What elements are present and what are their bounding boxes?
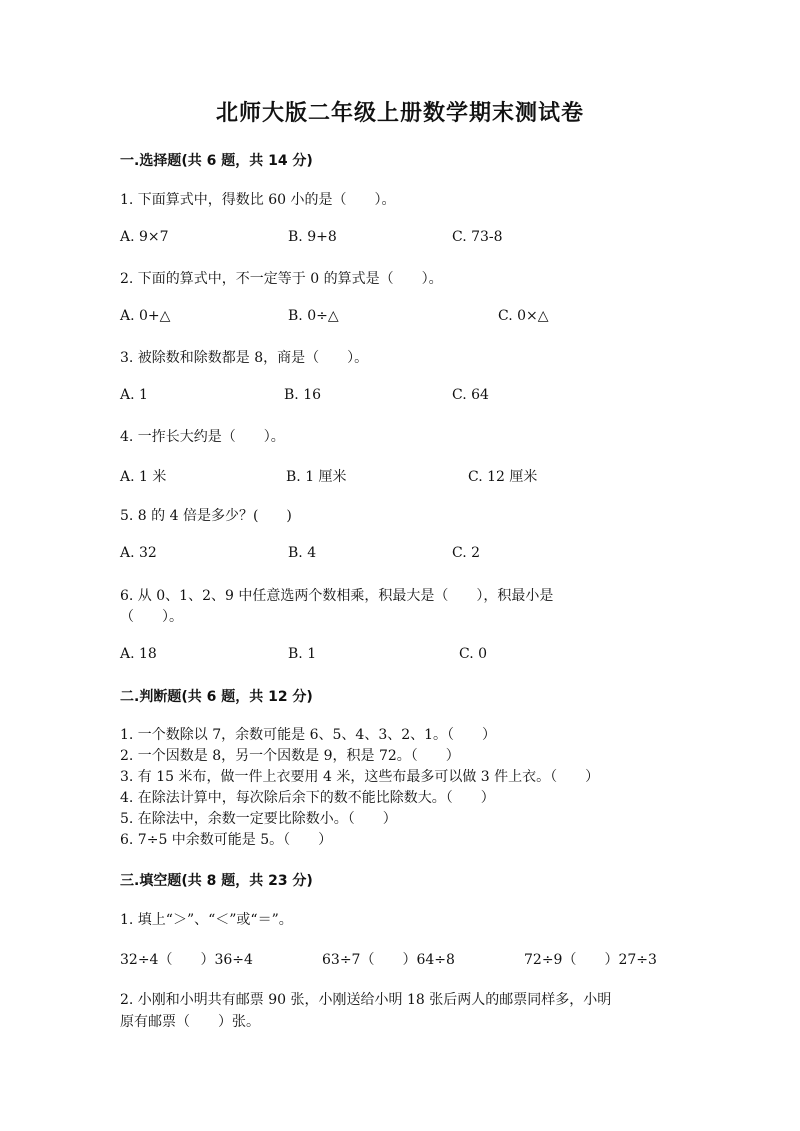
option-a: A. 0+△ — [120, 308, 171, 324]
option-b: B. 9+8 — [288, 229, 337, 245]
option-b: B. 4 — [288, 545, 317, 561]
section-heading-choice: 一.选择题(共 6 题，共 14 分) — [120, 153, 313, 169]
section-heading-judgment: 二.判断题(共 6 题，共 12 分) — [120, 689, 313, 705]
question-4: 4. 一拃长大约是（ ）。 — [120, 429, 285, 445]
option-a: A. 1 米 — [120, 469, 167, 485]
judgment-item: 2. 一个因数是 8，另一个因数是 9，积是 72。（ ） — [120, 748, 460, 764]
option-a: A. 32 — [120, 545, 157, 561]
option-b: B. 1 厘米 — [286, 469, 347, 485]
fill-question-2: 2. 小刚和小明共有邮票 90 张，小刚送给小明 18 张后两人的邮票同样多，小明 — [120, 992, 612, 1008]
question-6-cont: （ ）。 — [120, 609, 183, 625]
question-2: 2. 下面的算式中，不一定等于 0 的算式是（ ）。 — [120, 271, 443, 287]
option-c: C. 2 — [452, 545, 481, 561]
option-a: A. 18 — [120, 646, 157, 662]
judgment-item: 5. 在除法中，余数一定要比除数小。（ ） — [120, 811, 397, 827]
question-3: 3. 被除数和除数都是 8，商是（ ）。 — [120, 350, 369, 366]
option-c: C. 0×△ — [498, 308, 549, 324]
option-b: B. 16 — [284, 387, 322, 403]
option-c: C. 12 厘米 — [468, 469, 538, 485]
page-title: 北师大版二年级上册数学期末测试卷 — [215, 100, 584, 126]
fill-question-1: 1. 填上“＞”、“＜”或“＝”。 — [120, 912, 293, 928]
question-1: 1. 下面算式中，得数比 60 小的是（ ）。 — [120, 192, 396, 208]
option-b: B. 1 — [288, 646, 317, 662]
question-5: 5. 8 的 4 倍是多少？( ) — [120, 508, 292, 524]
comparison-expression: 32÷4（ ）36÷4 — [120, 952, 253, 968]
option-c: C. 0 — [459, 646, 488, 662]
fill-question-2-cont: 原有邮票（ ）张。 — [120, 1014, 260, 1030]
judgment-item: 1. 一个数除以 7，余数可能是 6、5、4、3、2、1。（ ） — [120, 727, 497, 743]
comparison-expression: 72÷9（ ）27÷3 — [524, 952, 657, 968]
option-c: C. 64 — [452, 387, 489, 403]
comparison-expression: 63÷7（ ）64÷8 — [322, 952, 455, 968]
option-a: A. 1 — [120, 387, 148, 403]
option-b: B. 0÷△ — [288, 308, 339, 324]
section-heading-fill: 三.填空题(共 8 题，共 23 分) — [120, 873, 313, 889]
option-a: A. 9×7 — [120, 229, 169, 245]
judgment-item: 4. 在除法计算中，每次除后余下的数不能比除数大。（ ） — [120, 790, 495, 806]
option-c: C. 73-8 — [452, 229, 503, 245]
judgment-item: 3. 有 15 米布，做一件上衣要用 4 米，这些布最多可以做 3 件上衣。（ ） — [120, 769, 600, 785]
judgment-item: 6. 7÷5 中余数可能是 5。（ ） — [120, 832, 333, 848]
question-6: 6. 从 0、1、2、9 中任意选两个数相乘，积最大是（ ），积最小是 — [120, 588, 554, 604]
